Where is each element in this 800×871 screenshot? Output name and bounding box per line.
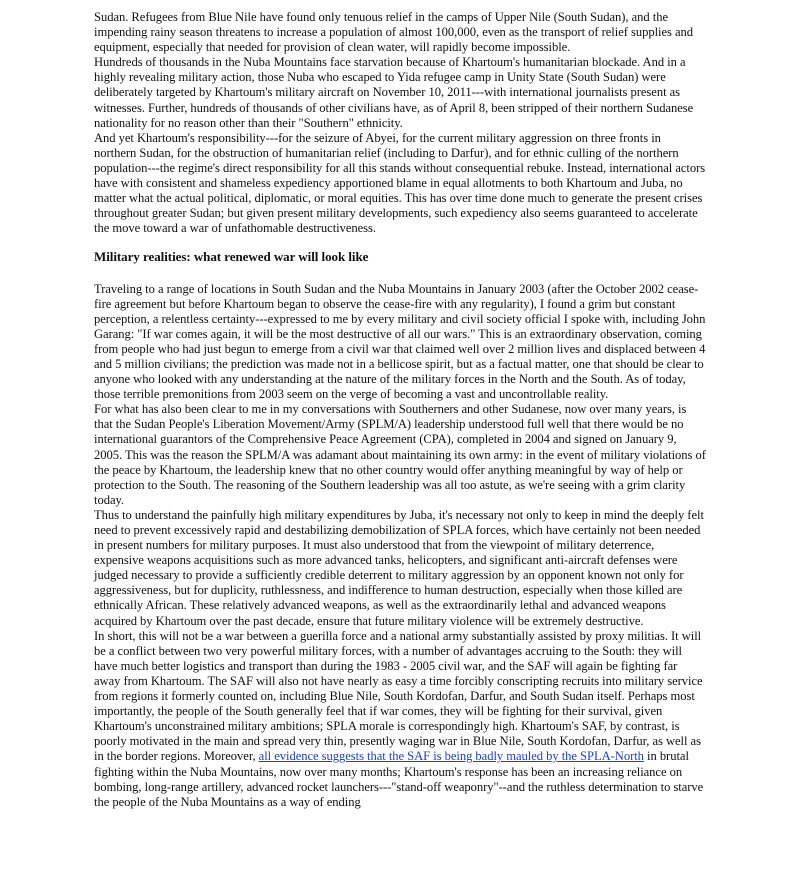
paragraph-text-before-link: In short, this will not be a war between a guerilla force and a national army substantially assisted by proxy militias. It will be a conflict between two very powerful military forces, with a number of advantages accruing to the South: they will have much better logistics and transport than during the 1983 - 2005 civil war, and the SAF will again be fighting far away from Khartoum. The SAF will also not have nearly as easy a time forcibly conscripting recruits into military service from regions it formerly counted on, including Blue Nile, South Kordofan, Darfur, and South Sudan itself. Perhaps most importantly, the people of the South generally feel that if war comes, they will be fighting for their survival, given Khartoum's unconstrained military ambitions; SPLA morale is correspondingly high. Khartoum's SAF, by contrast, is poorly motivated in the main and spread very thin, presently waging war in Blue Nile, South Kordofan, Darfur, as well as in the border regions. Moreover, [94,628,703,764]
document-page [94,10,706,810]
paragraph-text-after-link: in brutal fighting within the Nuba Mountains, now over many months; Khartoum's response has been an increasing reliance on bombing, long-range artillery, advanced rocket launchers---"stand-off weaponry"--and the ruthless determination to starve the people of the Nuba Mountains as a way of ending [94,749,704,809]
paragraph-war-conflict [94,629,706,810]
paragraph-blue-nile-refugees: Sudan. Refugees from Blue Nile have found only tenuous relief in the camps of Upper Nile (South Sudan), and the impending rainy season threatens to increase a population of almost 100,000, even as the transport of relief supplies and equipment, especially that needed for provision of clean water, will rapidly become impossible. [94,10,693,55]
paragraph-nuba-starvation: Hundreds of thousands in the Nuba Mountains face starvation because of Khartoum's humanitarian blockade. And in a highly revealing military action, those Nuba who escaped to Yida refugee camp in Unity State (South Sudan) were deliberately targeted by Khartoum's military aircraft on November 10, 2011---with international journalists present as witnesses. Further, hundreds of thousands of other civilians have, as of April 8, been stripped of their northern Sudanese nationality for no reason other than their "Southern" ethnicity. [94,55,694,130]
section-heading-military-realities: Military realities: what renewed war will look like [94,249,369,265]
paragraph-traveling-2003: Traveling to a range of locations in South Sudan and the Nuba Mountains in January 2003 (after the October 2002 cease-fire agreement but before Khartoum began to observe the cease-fire with any regularity), I found a grim but constant perception, a relentless certainty---expressed to me by every military and civil society official I spoke with, including John Garang: "If war comes again, it will be the most destructive of all our wars." This is an extraordinary observation, coming from people who had just begun to emerge from a civil war that claimed well over 2 million lives and displaced between 4 and 5 million civilians; the prediction was made not in a bellicose spirit, but as a factual matter, one that should be clear to anyone who looked with any understanding at the nature of the military forces in the North and the South. As of today, those terrible premonitions from 2003 seem on the verge of becoming a vast and uncontrollable reality. [94,281,706,402]
paragraph-splm-army: For what has also been clear to me in my conversations with Southerners and other Sudanese, now over many years, is that the Sudan People's Liberation Movement/Army (SPLM/A) leadership understood full well that there would be no international guarantors of the Comprehensive Peace Agreement (CPA), completed in 2004 and signed on January 9, 2005. This was the reason the SPLM/A was adamant about maintaining its own army: in the event of military violations of the peace by Khartoum, the leadership knew that no other country would offer anything meaningful by way of help or protection to the South. The reasoning of the Southern leadership was all too astute, as we're seeing with a grim clarity today. [94,402,706,507]
paragraph-khartoum-responsibility: And yet Khartoum's responsibility---for the seizure of Abyei, for the current military aggression on three fronts in northern Sudan, for the obstruction of humanitarian relief (including to Darfur), and for ethnic culling of the northern population---the regime's direct responsibility for all this stands without consequential rebuke. Instead, international actors have with consistent and shameless expediency apportioned blame in equal allotments to both Khartoum and Juba, no matter what the actual political, diplomatic, or moral equities. This has over time done much to generate the present crises throughout greater Sudan; but given present military developments, such expediency also seems guaranteed to accelerate the move toward a war of unfathomable destructiveness. [94,130,706,236]
paragraph-military-expenditures: Thus to understand the painfully high military expenditures by Juba, it's necessary not only to keep in mind the deeply felt need to prevent excessively rapid and destabilizing demobilization of SPLA forces, which have certainly not been needed in present numbers for military purposes. It must also understood that from the viewpoint of military deterrence, expensive weapons acquisitions such as more advanced tanks, helicopters, and significant anti-aircraft defenses were judged necessary to provide a sufficiently credible deterrent to military aggression by an opponent known not only for aggressiveness, but for duplicity, ruthlessness, and indifference to human destruction, especially when those killed are ethnically African. These relatively advanced weapons, as well as the extraordinarily lethal and advanced weapons acquired by Khartoum over the past decade, ensure that future military violence will be extremely destructive. [94,507,704,628]
evidence-link[interactable]: all evidence suggests that the SAF is being badly mauled by the SPLA-North [258,749,644,764]
